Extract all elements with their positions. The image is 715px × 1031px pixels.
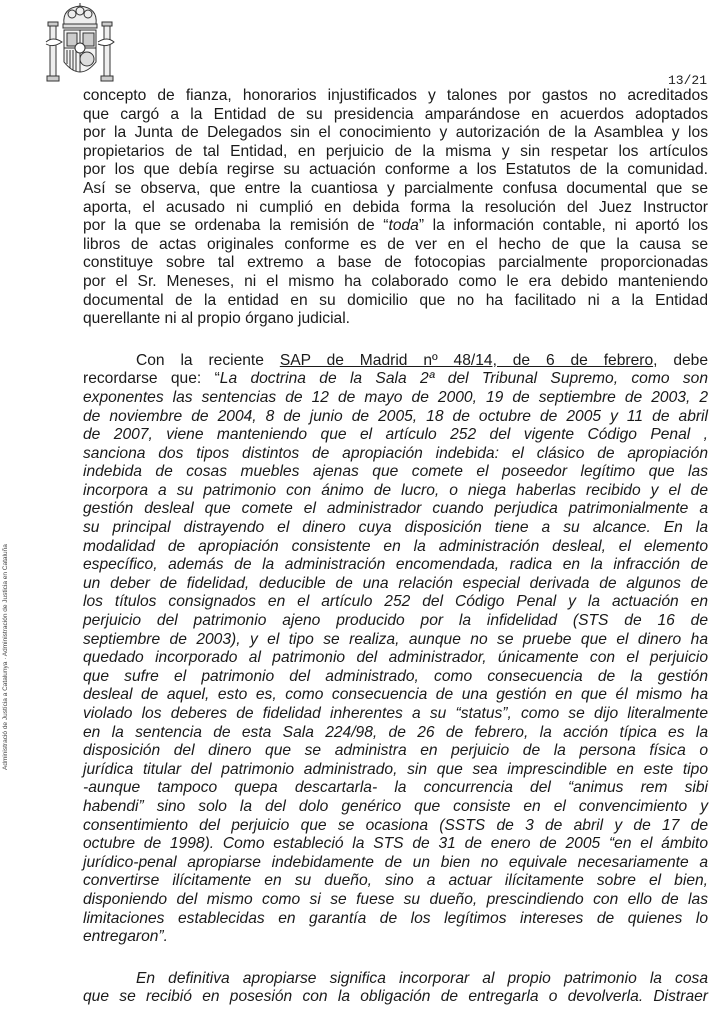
text-line: incorpora a su patrimonio con ánimo de lucro, o niega haberlas recibido y el de: [83, 481, 708, 499]
text-line: desleal de aquel, esto es, como consecuencia de una gestión en que él mismo ha: [83, 686, 708, 704]
case-reference: SAP de Madrid nº 48/14, de 6 de febrero: [279, 351, 654, 369]
text-line: que se recibió en posesión con la obligación de entregarla o devolverla. Distraer: [83, 988, 708, 1006]
text-line: libros de actas originales conforme es de ver en el hecho de que la causa se: [83, 235, 708, 253]
text-line: que sufre el patrimonio del administrado, como consecuencia de la gestión: [83, 667, 708, 685]
paragraph-3: [83, 970, 708, 1007]
text-line: limitaciones establecidas en garantía de los legítimos intereses de quienes lo: [83, 909, 708, 927]
emphasis-toda: toda: [388, 217, 419, 235]
text-segment: ” la información contable, ni aportó los: [418, 217, 708, 235]
text-line: propietarios de tal Entidad, en perjuicio de la misma y sin respetar los artículos: [83, 142, 708, 160]
text-line: septiembre de 2003), y el tipo se realiza, aunque no se pruebe que el dinero ha: [83, 630, 708, 648]
text-line: su principal distrayendo el dinero cuya disposición tiene a su alcance. En la: [83, 519, 708, 537]
text-line: constituye sobre tal extremo a base de fotocopias parcialmente proporcionadas: [83, 254, 708, 272]
text-line: En definitiva apropiarse significa incorporar al propio patrimonio la cosa: [136, 969, 708, 987]
quoted-doctrine: [83, 389, 708, 947]
text-line: quedado incorporado al patrimonio del administrador, únicamente con el perjuicio: [83, 649, 708, 667]
text-line: querellante ni al propio órgano judicial.: [83, 310, 351, 328]
text-line: habendi” sino solo la del dolo genérico que consiste en el convencimiento y: [83, 797, 708, 815]
text-line: por la Junta de Delegados sin el conocimiento y autorización de la Asamblea y los: [83, 124, 708, 142]
text-line: exponentes las sentencias de 12 de mayo de 2000, 19 de septiembre de 2003, 2: [83, 388, 708, 406]
text-line: octubre de 1998). Como estableció la STS de 31 de enero de 2005 “en el ámbito: [83, 835, 708, 853]
text-line: disposición del dinero que se administra en perjuicio de la persona física o: [83, 742, 708, 760]
text-line: que cargó a la Entidad de su presidencia amparándose en acuerdos adoptados: [83, 105, 708, 123]
text-line: gestión desleal que comete el administrador cuando perjudica patrimonialmente a: [83, 500, 708, 518]
text-line: [83, 352, 708, 371]
text-line: [83, 370, 708, 389]
text-segment: , debe: [653, 351, 709, 369]
text-line: -aunque tampoco quepa descartarla- la concurrencia del “animus rem sibi: [83, 779, 708, 797]
document-body: [83, 87, 708, 1007]
text-line: entregaron”.: [83, 928, 168, 946]
paragraph-2: [83, 352, 708, 947]
text-line: modalidad de apropiación consistente en la administración desleal, el elemento: [83, 537, 708, 555]
text-line: por los que debía regirse su actuación conforme a los Estatutos de la comunidad.: [83, 161, 708, 179]
text-line: Así se observa, que entre la cuantiosa y parcialmente confusa documental que se: [83, 179, 708, 197]
text-line: de noviembre de 2004, 8 de junio de 2005, 18 de octubre de 2005 y 11 de abril: [83, 407, 708, 425]
text-line: un deber de fidelidad, deducible de una relación especial derivada de algunos de: [83, 574, 708, 592]
text-segment: por la que se ordenaba la remisión de “: [83, 217, 389, 235]
text-line: convertirse ilícitamente en su dueño, sino a actuar ilícitamente sobre el bien,: [83, 872, 708, 890]
spain-coat-of-arms-seal: [40, 2, 120, 90]
sidebar-watermark-text: Administració de Justícia a Catalunya · Administración de Justicia en Cataluña: [2, 544, 9, 770]
text-line: documental de la entidad en su domicilio que no ha facilitado ni a la Entidad: [83, 291, 708, 309]
text-line: en la sentencia de esta Sala 224/98, de 26 de febrero, la acción típica es la: [83, 723, 708, 741]
quote-segment: La doctrina de la Sala 2ª del Tribunal Supremo, como son: [219, 370, 708, 388]
text-line: concepto de fianza, honorarios injustificados y talones por gastos no acreditados: [83, 87, 708, 104]
text-line: jurídico-penal apropiarse indebidamente de un bien no equivale necesariamente a: [83, 853, 708, 871]
text-line: de 2007, viene manteniendo que el artículo 252 del vigente Código Penal ,: [83, 426, 708, 444]
page-number: 13/21: [667, 73, 707, 88]
text-line: específico, además de la administración encomendada, radica en la infracción de: [83, 556, 708, 574]
text-line: por el Sr. Meneses, ni el mismo ha colaborado como le era debido manteniendo: [83, 272, 708, 290]
text-line: consentimiento del perjuicio que se ocasiona (SSTS de 3 de abril y de 17 de: [83, 816, 708, 834]
text-line: sanciona dos tipos distintos de apropiación indebida: el clásico de apropiación: [83, 444, 708, 462]
text-line: jurídica titular del patrimonio administrado, sin que sea imprescindible en este tipo: [83, 760, 708, 778]
text-line: los títulos consignados en el artículo 252 del Código Penal y la actuación en: [83, 593, 708, 611]
text-line: disponiendo del mismo como si se fuese su dueño, prescindiendo con ello de las: [83, 890, 708, 908]
text-segment: Con la reciente: [136, 351, 280, 369]
paragraph-1: [83, 87, 708, 329]
text-line: violado los deberes de fidelidad inherentes a su “status”, como se dijo literalmente: [83, 705, 708, 722]
text-line: perjuicio del patrimonio ajeno producido por la infidelidad (STS de 16 de: [83, 612, 708, 630]
text-segment: recordarse que: “: [83, 370, 220, 388]
text-line: indebida de cosas muebles ajenas que comete el poseedor legítimo que las: [83, 463, 708, 481]
coat-of-arms-icon: [40, 2, 120, 90]
text-line: aporta, el acusado ni cumplió en debida forma la resolución del Juez Instructor: [83, 198, 708, 216]
text-line: [83, 217, 708, 236]
